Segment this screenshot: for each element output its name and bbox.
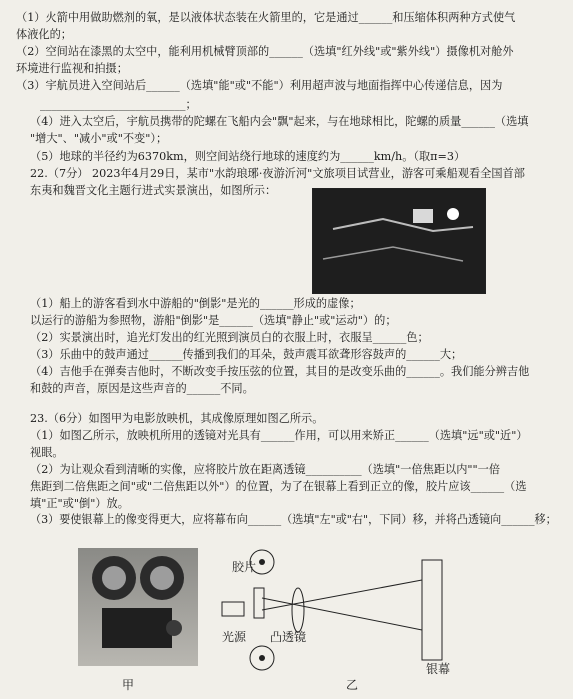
- text-line-content: （4）进入太空后，宇航员携带的陀螺在飞船内会"飘"起来，与在地球相比，陀螺的质量______（选填: [30, 115, 529, 128]
- text-line-content: （3）要使银幕上的像变得更大，应将幕布向______（选填"左"或"右"，下同）移，并将凸透镜向______移；: [30, 513, 557, 526]
- text-line-content: 东夷和魏晋文化主题行进式实景演出，如图所示：: [30, 184, 277, 197]
- text-line: [30, 381, 573, 396]
- text-line-content: 以运行的游船为参照物，游船"倒影"是______（选填"静止"或"运动"）的；: [30, 314, 397, 327]
- text-line-content: 环境进行监视和拍摄；: [16, 62, 128, 75]
- text-line: [30, 166, 573, 181]
- film-label: 胶片: [232, 560, 257, 574]
- text-line: [16, 61, 573, 76]
- text-line: [30, 479, 573, 494]
- text-line-content: （1）船上的游客看到水中游船的"倒影"是光的______形成的虚像；: [30, 297, 361, 310]
- text-line: [16, 78, 573, 93]
- text-line: [30, 296, 573, 311]
- text-line-content: （2）空间站在漆黑的太空中，能利用机械臂顶部的______（选填"红外线"或"紫外线"）摄像机对舱外: [16, 45, 514, 58]
- text-line-content: __________________________；: [40, 98, 197, 111]
- text-line: [30, 330, 573, 345]
- text-line-content: "增大"、"减小"或"不变"）；: [30, 132, 168, 145]
- text-line: [30, 512, 573, 527]
- caption-a: 甲: [122, 678, 135, 692]
- text-line-content: （1）如图乙所示，放映机所用的透镜对光具有______作用，可以用来矫正______（选填"远"或"近"）: [30, 429, 528, 442]
- text-line-content: 和鼓的声音，原因是这些声音的______不同。: [30, 382, 254, 395]
- text-line: [30, 445, 573, 460]
- text-line-content: （3）乐曲中的鼓声通过______传播到我们的耳朵，鼓声震耳欲聋形容鼓声的______大；: [30, 348, 463, 361]
- text-line-content: 焦距到二倍焦距之间"或"二倍焦距以外"）的位置，为了在银幕上看到正立的像，胶片应该______（选: [30, 480, 527, 493]
- text-line: [30, 131, 573, 146]
- text-line: [16, 44, 573, 59]
- text-line-content: （2）为让观众看到清晰的实像，应将胶片放在距离透镜__________（选填"一倍焦距以内""一倍: [30, 463, 501, 476]
- projector-photo: [78, 548, 198, 666]
- text-line: [30, 347, 573, 362]
- text-line: [30, 496, 573, 511]
- text-line-content: （5）地球的半径约为6370km，则空间站绕行地球的速度约为______km/h。（取π=3）: [30, 150, 466, 163]
- text-line: [16, 27, 573, 42]
- light-label: 光源: [222, 630, 247, 644]
- text-line-content: （2）实景演出时，追光灯发出的红光照到演员白的衣服上时，衣服呈______色；: [30, 331, 429, 344]
- text-line: [40, 97, 573, 112]
- text-line: [30, 364, 573, 379]
- screen-label: 银幕: [426, 662, 451, 676]
- text-line-content: （4）吉他手在弹奏吉他时，不断改变手按压弦的位置，其目的是改变乐曲的______。我们能分辨吉他: [30, 365, 530, 378]
- text-line: [30, 313, 573, 328]
- text-line: [16, 10, 573, 25]
- text-line-content: 22.（7分） 2023年4月29日，某市"水韵琅琊·夜游沂河"文旅项目试营业，游客可乘船观看全国首部: [30, 167, 525, 180]
- text-line: [30, 149, 573, 164]
- text-line: [30, 428, 573, 443]
- text-line-content: 体液化的；: [16, 28, 72, 41]
- text-line-content: 填"正"或"倒"）放。: [30, 497, 129, 510]
- text-line-content: （1）火箭中用做助燃剂的氧，是以液体状态装在火箭里的，它是通过______和压缩体积两种方式使气: [16, 11, 516, 24]
- lens-label: 凸透镜: [270, 630, 307, 644]
- caption-b: 乙: [346, 678, 359, 692]
- performance-photo: [312, 188, 486, 294]
- text-line-content: 23.（6分）如图甲为电影放映机，其成像原理如图乙所示。: [30, 412, 324, 425]
- text-line: [30, 183, 573, 198]
- text-line: [30, 462, 573, 477]
- text-line: [30, 114, 573, 129]
- text-line-content: （3）宇航员进入空间站后______（选填"能"或"不能"）利用超声波与地面指挥中心传递信息，因为: [16, 79, 503, 92]
- text-line: [30, 411, 573, 426]
- text-line-content: 视眼。: [30, 446, 64, 459]
